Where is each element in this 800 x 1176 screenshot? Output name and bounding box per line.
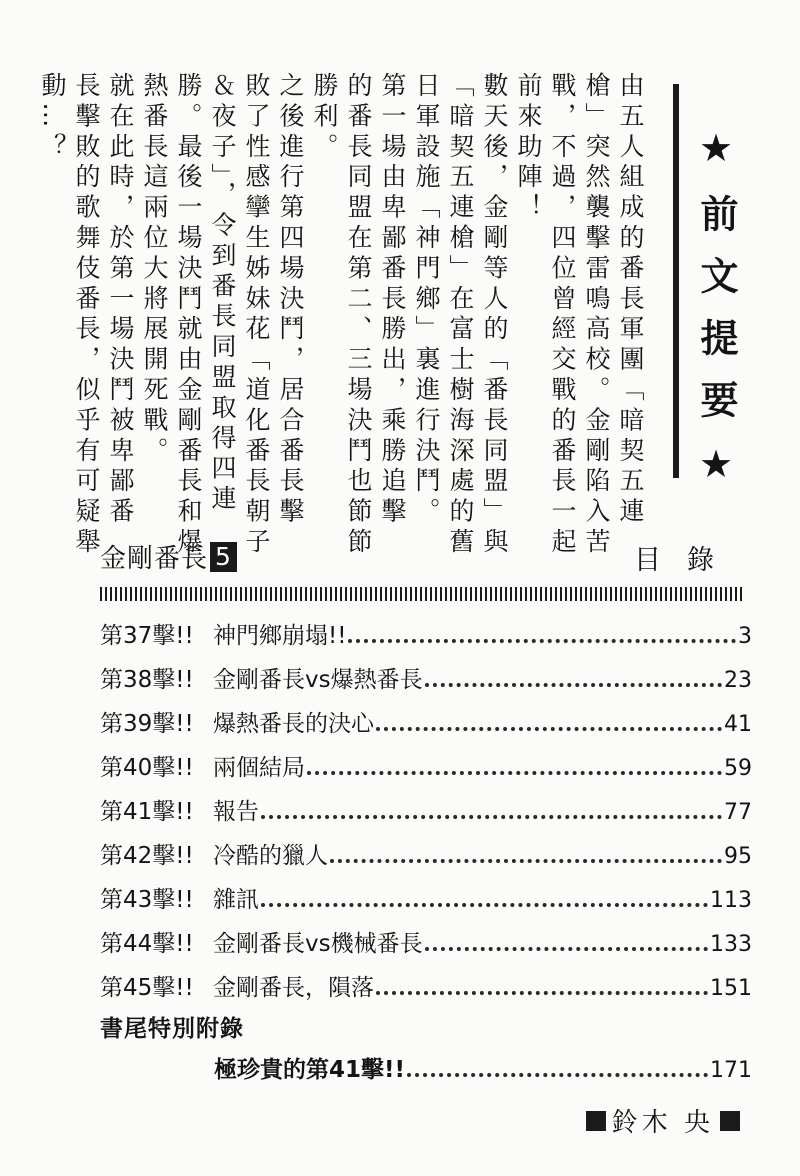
summary-column: ＆夜子」，令到番長同盟取得四連 bbox=[208, 72, 237, 516]
toc-page: 59 bbox=[724, 756, 752, 781]
author-name: 鈴木 央 bbox=[611, 1108, 714, 1138]
summary-column: 之後進行第四場決鬥，居合番長擊 bbox=[276, 72, 305, 528]
toc-chapter: 第38擊!! bbox=[100, 667, 194, 693]
toc-chapter: 第45擊!! bbox=[100, 975, 194, 1001]
summary-column: 日軍設施「神門鄉」裏進行決鬥。 bbox=[412, 72, 441, 528]
toc-entry[interactable] bbox=[100, 834, 752, 878]
toc-page: 41 bbox=[724, 712, 752, 737]
toc-title: 雜訊 bbox=[213, 887, 259, 913]
toc-leader bbox=[407, 1053, 708, 1077]
toc-entry[interactable] bbox=[100, 614, 752, 658]
summary-column: 槍」突然襲擊雷鳴高校。金剛陷入苦 bbox=[582, 72, 611, 559]
toc-leader bbox=[425, 663, 722, 687]
toc-page: 95 bbox=[724, 844, 752, 869]
toc-chapter: 第44擊!! bbox=[100, 931, 194, 957]
summary-text bbox=[38, 72, 646, 559]
toc-leader bbox=[261, 883, 708, 907]
table-of-contents bbox=[100, 614, 752, 1010]
author-credit bbox=[586, 1102, 740, 1139]
toc-title: 冷酷的獵人 bbox=[213, 843, 328, 869]
toc-chapter: 第40擊!! bbox=[100, 755, 194, 781]
summary-column: 勝利。 bbox=[310, 72, 339, 164]
toc-page: 151 bbox=[710, 976, 752, 1001]
toc-title: 金剛番長vs爆熱番長 bbox=[213, 667, 423, 693]
toc-chapter: 第42擊!! bbox=[100, 843, 194, 869]
summary-column: 勝。最後一場決鬥就由金剛番長和爆 bbox=[174, 72, 203, 559]
toc-page: 133 bbox=[710, 932, 752, 957]
summary-column: 戰，不過，四位曾經交戰的番長一起 bbox=[548, 72, 577, 559]
summary-column: 就在此時，於第一場決鬥被卑鄙番 bbox=[106, 72, 135, 528]
toc-entry-bonus[interactable] bbox=[214, 1048, 752, 1092]
toc-entry[interactable] bbox=[100, 658, 752, 702]
toc-title: 兩個結局 bbox=[213, 755, 305, 781]
toc-leader bbox=[376, 971, 708, 995]
summary-column: 第一場由卑鄙番長勝出，乘勝追擊 bbox=[378, 72, 407, 528]
toc-title: 極珍貴的第41擊!! bbox=[214, 1057, 405, 1083]
toc-title: 金剛番長，隕落 bbox=[213, 975, 374, 1001]
contents-heading: 目錄 bbox=[634, 545, 740, 576]
square-bullet-icon bbox=[586, 1111, 606, 1131]
summary-column: 敗了性感攣生姊妹花「道化番長朝子 bbox=[242, 72, 271, 559]
summary-column: 「暗契五連槍」在富士樹海深處的舊 bbox=[446, 72, 475, 559]
summary-column: 數天後，金剛等人的「番長同盟」與 bbox=[480, 72, 509, 559]
toc-title: 報告 bbox=[213, 799, 259, 825]
toc-leader bbox=[261, 795, 722, 819]
bonus-section-label: 書尾特別附錄 bbox=[100, 1016, 244, 1042]
summary-title: ★前文提要★ bbox=[694, 126, 738, 510]
toc-page: 23 bbox=[724, 668, 752, 693]
series-title bbox=[100, 538, 237, 575]
toc-entry[interactable] bbox=[100, 746, 752, 790]
toc-leader bbox=[376, 707, 722, 731]
toc-page: 113 bbox=[710, 888, 752, 913]
toc-page: 171 bbox=[710, 1058, 752, 1083]
toc-chapter: 第37擊!! bbox=[100, 623, 194, 649]
toc-leader bbox=[425, 927, 708, 951]
toc-entry[interactable] bbox=[100, 702, 752, 746]
toc-page: 3 bbox=[738, 624, 752, 649]
toc-chapter: 第43擊!! bbox=[100, 887, 194, 913]
toc-entry[interactable] bbox=[100, 922, 752, 966]
summary-divider bbox=[673, 84, 679, 478]
volume-badge: 5 bbox=[210, 542, 237, 572]
summary-column: 熱番長這兩位大將展開死戰。 bbox=[140, 72, 169, 468]
summary-column: 動…？ bbox=[38, 72, 67, 164]
toc-title: 金剛番長vs機械番長 bbox=[213, 931, 423, 957]
summary-column: 長擊敗的歌舞伎番長，似乎有可疑舉 bbox=[72, 72, 101, 559]
toc-title: 神門鄉崩塌!! bbox=[213, 623, 347, 649]
square-bullet-icon bbox=[720, 1111, 740, 1131]
hatched-divider bbox=[100, 587, 742, 601]
toc-chapter: 第41擊!! bbox=[100, 799, 194, 825]
summary-column: 前來助陣！ bbox=[514, 72, 543, 224]
toc-entry[interactable] bbox=[100, 790, 752, 834]
toc-chapter: 第39擊!! bbox=[100, 711, 194, 737]
series-name: 金剛番長 bbox=[100, 544, 209, 574]
toc-entry[interactable] bbox=[100, 966, 752, 1010]
toc-title: 爆熱番長的決心 bbox=[213, 711, 374, 737]
toc-leader bbox=[330, 839, 722, 863]
summary-column: 由五人組成的番長軍團「暗契五連 bbox=[616, 72, 645, 528]
toc-entry[interactable] bbox=[100, 878, 752, 922]
toc-leader bbox=[307, 751, 722, 775]
toc-page: 77 bbox=[724, 800, 752, 825]
summary-column: 的番長同盟在第二、三場決鬥也節節 bbox=[344, 72, 373, 559]
toc-leader bbox=[348, 619, 736, 643]
